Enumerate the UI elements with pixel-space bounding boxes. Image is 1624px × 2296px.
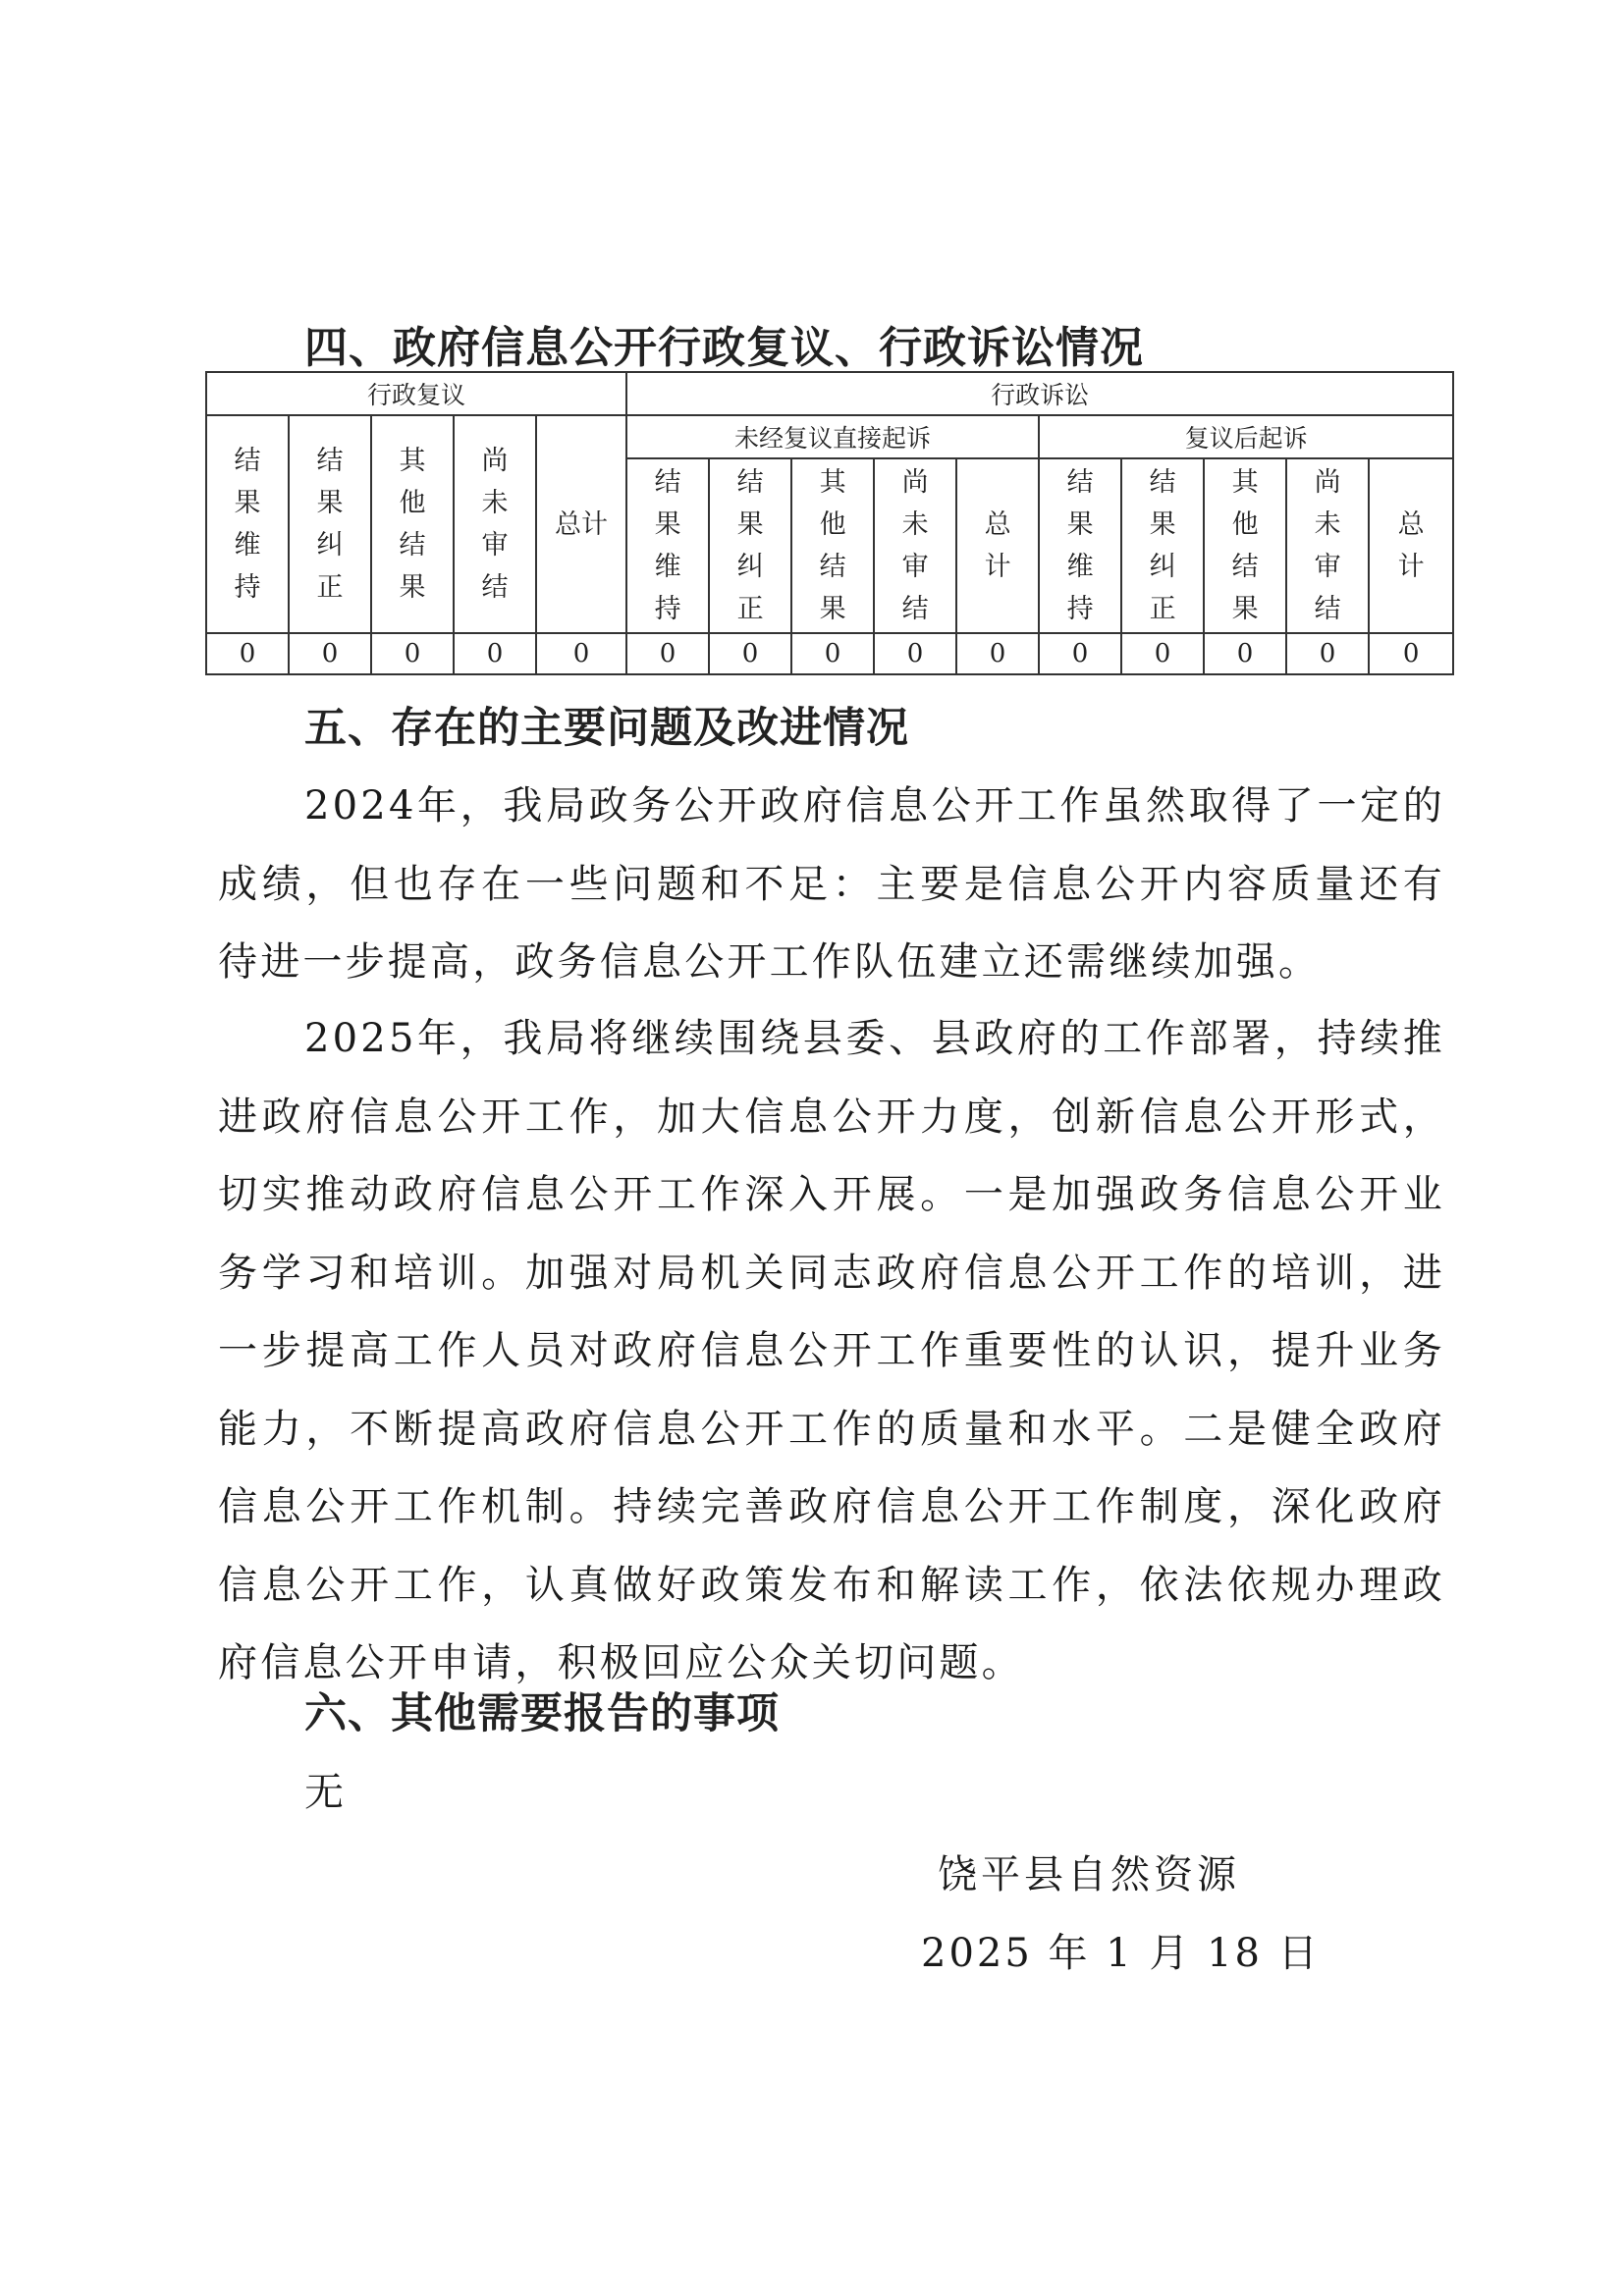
section-6-content: 无	[304, 1770, 344, 1815]
direct-col-maintained: 结 果 维 持	[626, 458, 709, 633]
after-col-total: 总 计	[1369, 458, 1453, 633]
section-4-heading: 四、政府信息公开行政复议、行政诉讼情况	[304, 323, 1144, 373]
table-cell: 0	[956, 633, 1039, 674]
table-cell: 0	[1039, 633, 1121, 674]
table-cell: 0	[206, 633, 289, 674]
table-cell: 0	[791, 633, 874, 674]
after-col-pending: 尚 未 审 结	[1286, 458, 1369, 633]
direct-col-total: 总 计	[956, 458, 1039, 633]
table-cell: 0	[1204, 633, 1286, 674]
table-cell: 0	[371, 633, 454, 674]
section-5-paragraph-1: 2024年，我局政务公开政府信息公开工作虽然取得了一定的成绩，但也存在一些问题和不足：主要是信息公开内容质量还有待进一步提高，政务信息公开工作队伍建立还需继续加强。	[218, 783, 1445, 985]
signature-date: 2025 年 1 月 18 日	[921, 1931, 1321, 1976]
after-review-header: 复议后起诉	[1039, 415, 1453, 458]
review-col-pending: 尚 未 审 结	[454, 415, 536, 633]
table-cell: 0	[626, 633, 709, 674]
section-5-heading: 五、存在的主要问题及改进情况	[304, 704, 909, 753]
review-litigation-table	[205, 371, 1454, 675]
review-col-total: 总计	[536, 415, 626, 633]
table-value-row	[206, 633, 1453, 674]
review-group-header: 行政复议	[206, 372, 626, 415]
direct-col-corrected: 结 果 纠 正	[709, 458, 791, 633]
direct-col-other: 其 他 结 果	[791, 458, 874, 633]
signature-org: 饶平县自然资源	[938, 1852, 1240, 1897]
table-cell: 0	[536, 633, 626, 674]
review-col-maintained: 结 果 维 持	[206, 415, 289, 633]
section-6-heading: 六、其他需要报告的事项	[304, 1689, 780, 1738]
direct-suit-header: 未经复议直接起诉	[626, 415, 1039, 458]
after-col-corrected: 结 果 纠 正	[1121, 458, 1204, 633]
table-cell: 0	[1369, 633, 1453, 674]
table-cell: 0	[1121, 633, 1204, 674]
table-cell: 0	[874, 633, 956, 674]
table-cell: 0	[289, 633, 371, 674]
table-cell: 0	[709, 633, 791, 674]
after-col-maintained: 结 果 维 持	[1039, 458, 1121, 633]
after-col-other: 其 他 结 果	[1204, 458, 1286, 633]
review-col-other: 其 他 结 果	[371, 415, 454, 633]
litigation-group-header: 行政诉讼	[626, 372, 1453, 415]
section-5-paragraph-2: 2025年，我局将继续围绕县委、县政府的工作部署，持续推进政府信息公开工作，加大信息公开力度，创新信息公开形式，切实推动政府信息公开工作深入开展。一是加强政务信息公开业务学习和培训。加强对局机关同志政府信息公开工作的培训，进一步提高工作人员对政府信息公开工作重要性的认识，提升业务能力，不断提高政府信息公开工作的质量和水平。二是健全政府信息公开工作机制。持续完善政府信息公开工作制度，深化政府信息公开工作，认真做好政策发布和解读工作，依法依规办理政府信息公开申请，积极回应公众关切问题。	[218, 1016, 1445, 1685]
direct-col-pending: 尚 未 审 结	[874, 458, 956, 633]
table-cell: 0	[454, 633, 536, 674]
table-cell: 0	[1286, 633, 1369, 674]
review-col-corrected: 结 果 纠 正	[289, 415, 371, 633]
